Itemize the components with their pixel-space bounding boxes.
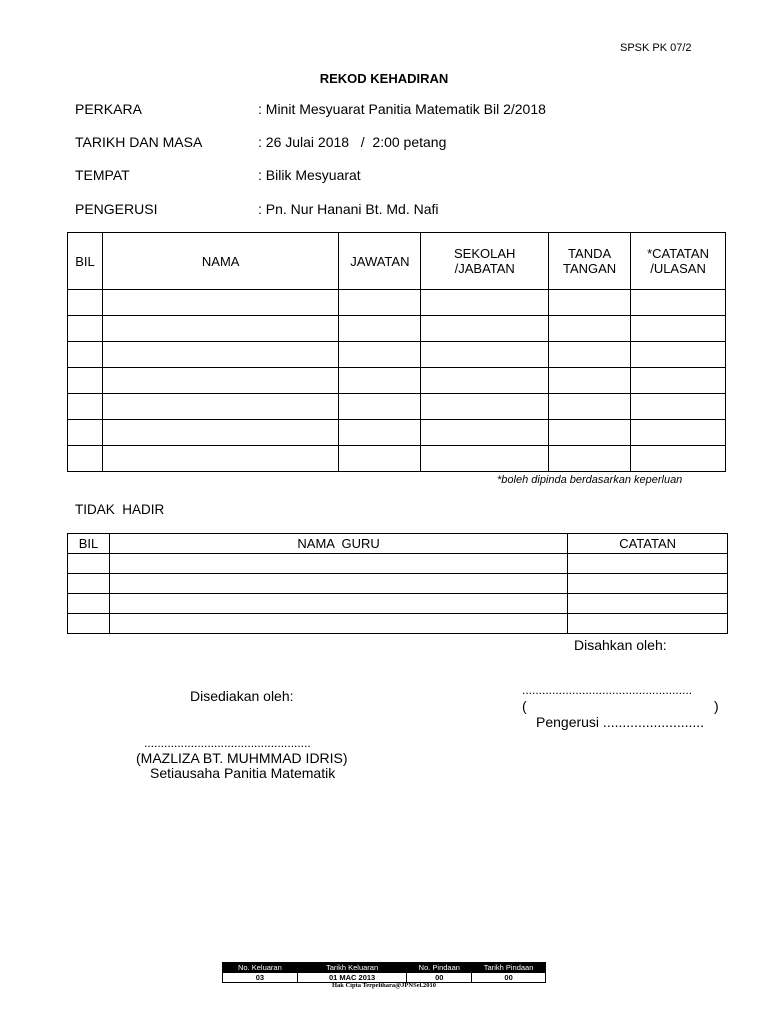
header-catatan-line2: /ULASAN [650,261,706,276]
absent-row [68,554,728,574]
amend-note: *boleh dipinda berdasarkan keperluan [497,474,683,486]
attendance-row [68,420,726,446]
table-cell [68,574,110,594]
table-cell [549,342,631,368]
header-jawatan: JAWATAN [339,233,421,290]
absent-row [68,574,728,594]
header-catatan-line1: *CATATAN [647,246,709,261]
footer-value-cell: 01 MAC 2013 [297,973,407,983]
header-sekolah-line2: /JABATAN [454,261,515,276]
table-cell [68,554,110,574]
attendance-header-row [68,233,726,290]
table-cell [421,290,549,316]
table-cell [421,368,549,394]
perkara-value: : Minit Mesyuarat Panitia Matematik Bil 2/2018 [258,101,546,117]
footer-value-cell: 03 [223,973,298,983]
table-cell [421,394,549,420]
table-cell [421,342,549,368]
table-cell [339,342,421,368]
table-cell [568,594,728,614]
table-cell [109,554,567,574]
table-cell [68,420,103,446]
table-cell [631,316,726,342]
table-cell [549,420,631,446]
table-cell [339,290,421,316]
table-cell [109,614,567,634]
table-cell [68,368,103,394]
tempat-value: : Bilik Mesyuarat [258,167,361,183]
copyright-text: Hak Cipta Terpelihara@JPNSel.2010 [331,982,437,989]
perkara-label: PERKARA [75,101,142,117]
table-cell [631,420,726,446]
table-cell [631,342,726,368]
table-cell [109,594,567,614]
attendance-row [68,342,726,368]
table-cell [339,420,421,446]
attendance-row [68,446,726,472]
table-cell [631,368,726,394]
footer-header-cell: No. Pindaan [407,963,472,973]
attendance-row [68,368,726,394]
table-cell [68,614,110,634]
disahkan-label: Disahkan oleh: [574,637,667,653]
table-cell [339,446,421,472]
header-tanda-line2: TANGAN [562,261,617,276]
header-sekolah [421,233,549,290]
footer-header-cell: Tarikh Keluaran [297,963,407,973]
absent-header-catatan: CATATAN [568,534,728,554]
absent-row [68,614,728,634]
footer-value-cell: 00 [472,973,546,983]
table-cell [549,446,631,472]
tarikh-value: : 26 Julai 2018 / 2:00 petang [258,134,447,150]
header-nama: NAMA [102,233,338,290]
header-sekolah-line1: SEKOLAH [454,246,516,261]
header-tandatangan [549,233,631,290]
header-tanda-line1: TANDA [568,246,612,261]
pengerusi-value: : Pn. Nur Hanani Bt. Md. Nafi [258,201,439,217]
table-cell [421,420,549,446]
footer-value-row [223,973,546,983]
table-cell [68,394,103,420]
table-cell [339,368,421,394]
absent-table [67,533,728,634]
table-cell [421,316,549,342]
table-cell [102,446,338,472]
pengerusi-label: PENGERUSI [75,201,158,217]
footer-table [222,962,546,983]
table-cell [102,290,338,316]
bracket-close: ) [714,698,719,714]
table-cell [68,290,103,316]
table-cell [568,574,728,594]
form-code: SPSK PK 07/2 [620,42,692,54]
table-cell [421,446,549,472]
page-title: REKOD KEHADIRAN [319,71,449,86]
table-cell [102,420,338,446]
table-cell [631,446,726,472]
footer-header-row [223,963,546,973]
table-cell [102,316,338,342]
table-cell [549,316,631,342]
signature-line-chair: ................................................... [522,683,693,697]
table-cell [68,342,103,368]
bracket-open: ( [522,698,527,714]
absent-title: TIDAK HADIR [75,502,165,517]
pengerusi-sign-label: Pengerusi .......................... [536,714,705,730]
table-cell [339,316,421,342]
absent-header-nama: NAMA GURU [109,534,567,554]
tarikh-label: TARIKH DAN MASA [75,134,203,150]
footer-value-cell: 00 [407,973,472,983]
tempat-label: TEMPAT [75,167,130,183]
attendance-row [68,394,726,420]
table-cell [568,614,728,634]
attendance-row [68,316,726,342]
footer-header-cell: No. Keluaran [223,963,298,973]
table-cell [68,316,103,342]
absent-row [68,594,728,614]
absent-header-row [68,534,728,554]
signature-line-secretary: .................................................. [144,736,311,750]
table-cell [102,342,338,368]
table-cell [68,594,110,614]
table-cell [68,446,103,472]
absent-header-bil: BIL [68,534,110,554]
table-cell [339,394,421,420]
table-cell [102,394,338,420]
table-cell [631,394,726,420]
header-bil: BIL [68,233,103,290]
table-cell [549,394,631,420]
secretary-title: Setiausaha Panitia Matematik [150,765,336,781]
table-cell [549,368,631,394]
table-cell [109,574,567,594]
table-cell [568,554,728,574]
table-cell [549,290,631,316]
secretary-name: (MAZLIZA BT. MUHMMAD IDRIS) [136,750,348,766]
attendance-table [67,232,726,472]
table-cell [102,368,338,394]
disediakan-label: Disediakan oleh: [190,688,294,704]
footer-header-cell: Tarikh Pindaan [472,963,546,973]
attendance-row [68,290,726,316]
header-catatan [631,233,726,290]
table-cell [631,290,726,316]
